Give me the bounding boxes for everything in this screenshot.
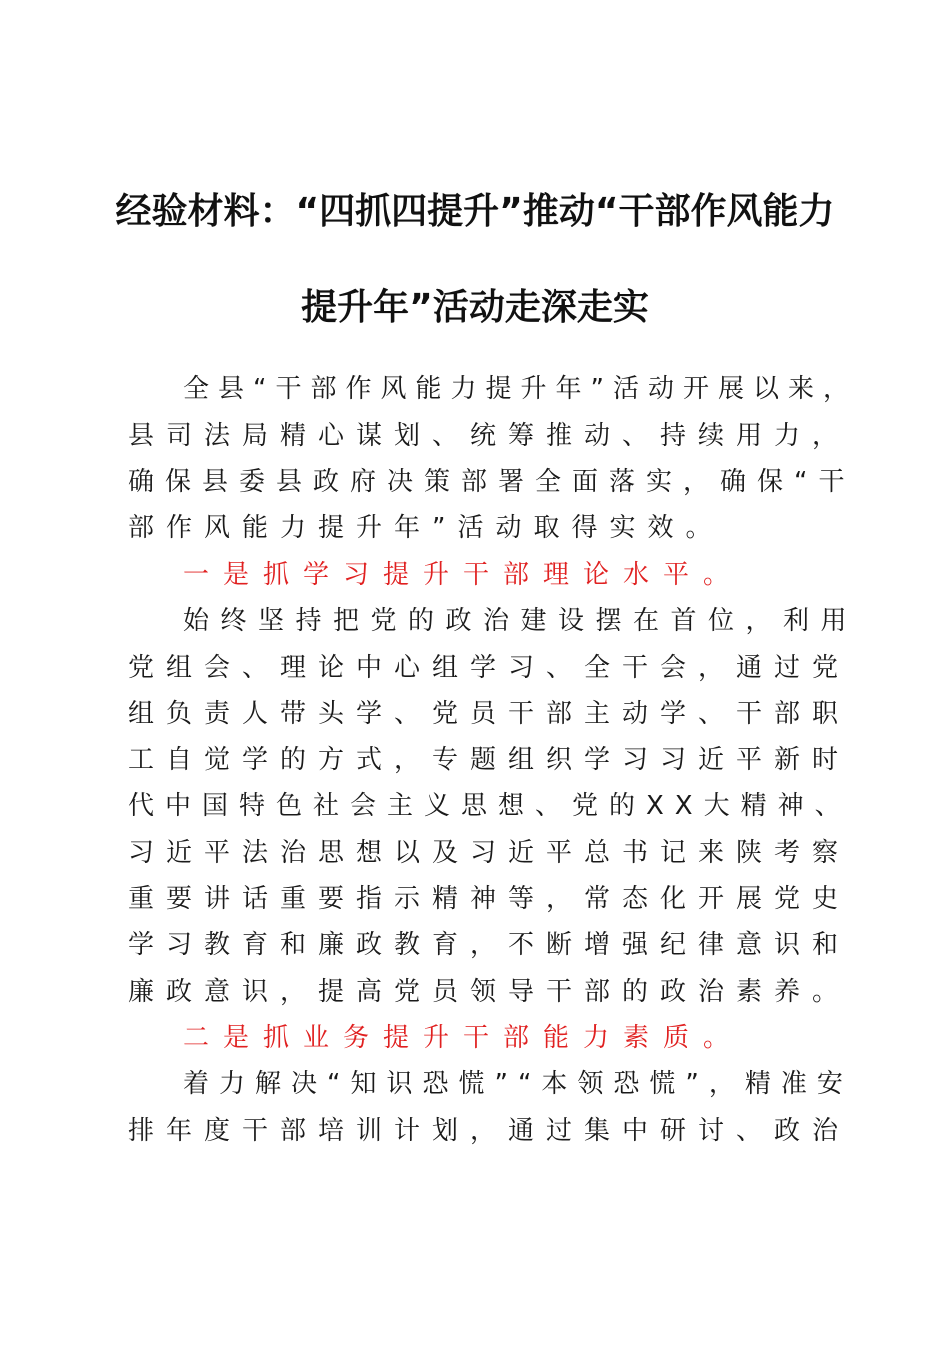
paragraph-line: 始终坚持把党的政治建设摆在首位，利用 [183,606,859,636]
paragraph-line: 习近平法治思想以及习近平总书记来陕考察 [128,838,851,868]
paragraph-line: 县司法局精心谋划、统筹推动、持续用力， [128,421,851,451]
paragraph-line: 代中国特色社会主义思想、党的XX大精神、 [128,791,852,821]
paragraph-line: 组负责人带头学、党员干部主动学、干部职 [128,699,851,729]
paragraph-line: 部作风能力提升年”活动取得实效。 [128,513,724,543]
paragraph-line: 工自觉学的方式，专题组织学习习近平新时 [128,745,851,775]
paragraph-line: 全县“干部作风能力提升年”活动开展以来， [183,374,858,404]
paragraph-line: 着力解决“知识恐慌”“本领恐慌”，精准安 [183,1069,853,1099]
paragraph-line: 排年度干部培训计划，通过集中研讨、政治 [128,1116,851,1146]
section-heading-2: 二是抓业务提升干部能力素质。 [183,1023,744,1053]
section-heading-1: 一是抓学习提升干部理论水平。 [183,560,744,590]
paragraph-line: 确保县委县政府决策部署全面落实，确保“干 [128,467,856,497]
document-title-line-2: 提升年”活动走深走实 [301,287,649,328]
paragraph-line: 党组会、理论中心组学习、全干会，通过党 [128,653,851,683]
paragraph-line: 廉政意识，提高党员领导干部的政治素养。 [128,977,851,1007]
document-title-line-1: 经验材料：“四抓四提升”推动“干部作风能力 [115,191,835,232]
paragraph-line: 重要讲话重要指示精神等，常态化开展党史 [128,884,851,914]
paragraph-line: 学习教育和廉政教育，不断增强纪律意识和 [128,930,851,960]
